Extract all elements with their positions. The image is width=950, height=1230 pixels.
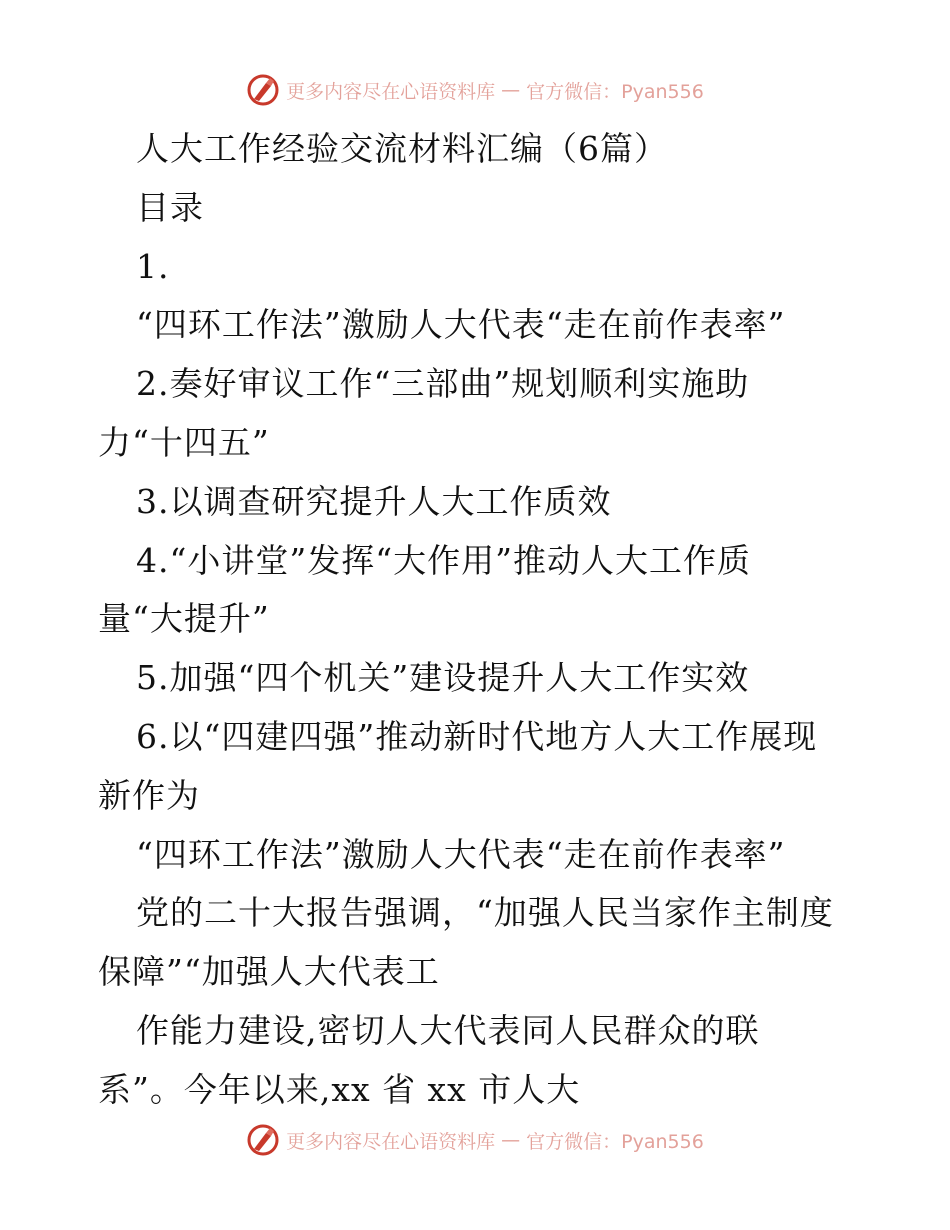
toc-item-5: 5.加强“四个机关”建设提升人大工作实效 — [136, 658, 750, 698]
watermark-separator: — — [501, 1129, 521, 1151]
watermark-site-text: 更多内容尽在心语资料库 — [286, 80, 496, 103]
watermark-header — [0, 70, 950, 110]
paragraph-line: 保障”“加强人大代表工 — [98, 952, 440, 992]
watermark-footer — [0, 1120, 950, 1160]
watermark-wechat-text: 官方微信：Pyan556 — [526, 1130, 704, 1153]
toc-item-1-number: 1. — [136, 246, 170, 286]
section-heading: “四环工作法”激励人大代表“走在前作表率” — [136, 834, 786, 874]
watermark-wechat-text: 官方微信：Pyan556 — [526, 80, 704, 103]
toc-item-2: 2.奏好审议工作“三部曲”规划顺利实施助 — [136, 364, 750, 404]
toc-item-4: 4.“小讲堂”发挥“大作用”推动人大工作质 — [136, 540, 751, 580]
pen-logo-icon — [246, 1123, 280, 1157]
watermark-separator: — — [501, 79, 521, 101]
toc-item-6-continued: 新作为 — [98, 775, 200, 815]
toc-heading: 目录 — [136, 187, 204, 227]
toc-item-6: 6.以“四建四强”推动新时代地方人大工作展现 — [136, 716, 818, 756]
document-body — [98, 120, 898, 1120]
paragraph-line: 党的二十大报告强调，“加强人民当家作主制度 — [136, 893, 834, 933]
paragraph-line: 系”。今年以来,xx 省 xx 市人大 — [98, 1069, 581, 1109]
toc-item-1-title: “四环工作法”激励人大代表“走在前作表率” — [136, 305, 786, 345]
toc-item-4-continued: 量“大提升” — [98, 599, 270, 639]
toc-item-2-continued: 力“十四五” — [98, 422, 270, 462]
paragraph-line: 作能力建设,密切人大代表同人民群众的联 — [136, 1010, 760, 1050]
document-title: 人大工作经验交流材料汇编（6篇） — [136, 129, 668, 168]
pen-logo-icon — [246, 73, 280, 107]
watermark-site-text: 更多内容尽在心语资料库 — [286, 1130, 496, 1153]
toc-item-3: 3.以调查研究提升人大工作质效 — [136, 481, 612, 521]
